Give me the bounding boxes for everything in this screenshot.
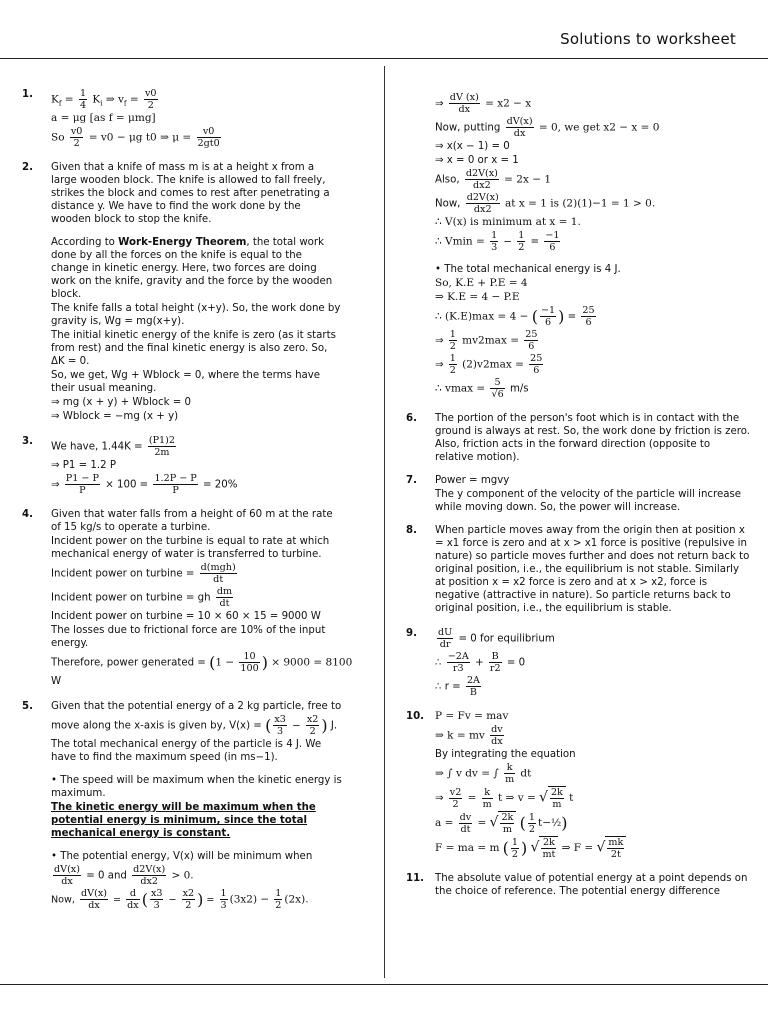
- fraction: $\frac{k}{m}$: [482, 786, 492, 810]
- question-number: 11.: [406, 873, 425, 884]
- fraction: $\frac{-2A}{r3}$: [447, 651, 469, 674]
- footer-divider: [0, 984, 768, 985]
- square-root: √ $\frac{2k}{m}$: [490, 811, 517, 835]
- solution-10: [406, 710, 751, 860]
- fraction: $\frac{1}{2}$: [449, 353, 456, 376]
- solution-10-line-6: a = $\frac{dv}{dt}$ = √ $\frac{2k}{m}$ ( $\frac{1}{2}$ t−½): [435, 811, 568, 835]
- question-number: 2.: [22, 162, 33, 173]
- paragraph: • The potential energy, V(x) will be minimum when: [51, 851, 313, 862]
- paragraph: The losses due to frictional force are 10% of the input energy.: [51, 625, 326, 649]
- fraction: $\frac{1}{2}$: [449, 329, 456, 352]
- fraction: $\frac{B}{r2}$: [489, 651, 501, 674]
- question-number: 7.: [406, 475, 417, 486]
- cont-line: ⇒ x = 0 or x = 1: [435, 155, 519, 166]
- fraction: $\frac{1}{2}$: [275, 888, 282, 911]
- solution-10-line-2: ⇒ k = mv $\frac{dv}{dx}$: [435, 724, 503, 747]
- paragraph: The total mechanical energy of the particle is 4 J. We have to find the maximum speed (in ms−1).: [51, 739, 322, 763]
- fraction: $\frac{dv}{dx}$: [491, 724, 503, 747]
- solution-9-line-1: $\frac{dU}{dr}$ = 0 for equilibrium: [438, 627, 555, 650]
- paragraph: ⇒ Wblock = −mg (x + y): [51, 411, 179, 422]
- solution-4-line-1: Incident power on turbine = d(mgh) dt: [51, 562, 236, 585]
- fraction: $\frac{1}{3}$: [220, 888, 227, 911]
- square-root: √ $\frac{2k}{m}$: [539, 786, 566, 810]
- solution-4-line-4: Therefore, power generated = (1 − $\frac{10}{100}$ ) × 9000 = 8100: [51, 651, 353, 674]
- paragraph: Given that a knife of mass m is at a height x from a large wooden block. The knife is allowed to fall freely, strikes the block and comes to rest after penetrating a distance y. We have to find the work done by the wooden block to stop the knife.: [51, 162, 330, 225]
- cont-line: ∴ (K.E)max = 4 − ( $\frac{-1}{6}$ ) = $\frac{25}{6}$: [435, 305, 595, 328]
- paragraph: When particle moves away from the origin then at position x = x1 force is zero and at x > x1 force is positive (repulsive in nature) so particle moves further and does not return back to original position, i.e., the equilibrium is not stable. Similarly at position x = x2 force is zero and at x > x2, force is negative (attractive in nature). So particle returns back to original position, i.e., the equilibrium is stable.: [435, 525, 750, 614]
- paragraph: The initial kinetic energy of the knife is zero (as it starts from rest) and the final kinetic energy is also zero. So, ΔK = 0.: [51, 330, 336, 367]
- left-column: [22, 88, 353, 921]
- question-number: 3.: [22, 436, 33, 447]
- fraction: $\frac{(P1)2}{2m}$: [148, 435, 175, 458]
- paragraph: The knife falls a total height (x+y). So, the work done by gravity is, Wg = mg(x+y).: [51, 303, 341, 327]
- fraction: $\frac{1}{2}$: [528, 811, 535, 835]
- fraction: $\frac{25}{6}$: [582, 305, 595, 328]
- solution-5-line-3: Now, $\frac{dV(x)}{dx}$ = $\frac{d}{dx}$ ( $\frac{x3}{3}$ − $\frac{x2}{2}$ ) = $\frac{1}{3}$ (3x2) − $\frac{1}{2}$ (2x).: [51, 888, 309, 911]
- fraction: $\frac{x2}{2}$: [306, 714, 319, 737]
- right-column: [406, 92, 751, 908]
- fraction: $\frac{x2}{2}$: [182, 888, 195, 911]
- fraction: $\frac{dV (x)}{dx}$: [449, 92, 479, 115]
- text: K: [92, 93, 101, 106]
- fraction: $\frac{5}{√6}$: [491, 377, 504, 400]
- header-divider: [0, 58, 768, 59]
- column-divider: [384, 66, 385, 978]
- fraction: $\frac{v0}{2gt0}$: [197, 126, 220, 149]
- fraction: $\frac{2A}{B}$: [466, 675, 480, 698]
- paragraph: The portion of the person's foot which is in contact with the ground is always at rest. So, the work done by friction is zero. Also, friction acts in the forward direction (opposite to relative motion).: [435, 413, 750, 463]
- solution-4: [22, 508, 353, 688]
- fraction: $\frac{1}{3}$: [491, 230, 498, 253]
- question-number: 6.: [406, 413, 417, 424]
- solution-10-line-3: By integrating the equation: [435, 749, 576, 760]
- cont-line: ∴ vmax = $\frac{5}{√6}$ m/s: [435, 377, 529, 400]
- cont-line: ⇒ $\frac{1}{2}$ mv2max = $\frac{25}{6}$: [435, 329, 538, 352]
- fraction: $\frac{x3}{3}$: [150, 888, 163, 911]
- cont-line: ⇒ x(x − 1) = 0: [435, 141, 510, 152]
- paragraph: According to Work-Energy Theorem, the total work done by all the forces on the knife is equal to the change in kinetic energy. Here, two forces are doing work on the knife, gravity and the force by the wooden block.: [51, 237, 333, 300]
- fraction: $\frac{10}{100}$: [240, 651, 259, 674]
- text: K: [51, 93, 59, 106]
- solution-5-line-1: move along the x-axis is given by, V(x) = ( $\frac{x3}{3}$ − $\frac{x2}{2}$ ) J.: [51, 714, 338, 737]
- solution-2: [22, 161, 342, 423]
- cont-line: Also, $\frac{d2V(x)}{dx2}$ = 2x − 1: [435, 168, 552, 191]
- fraction: $\frac{x3}{3}$: [274, 714, 286, 737]
- paragraph: • The speed will be maximum when the kinetic energy is maximum.: [51, 775, 342, 799]
- fraction: $\frac{v0}{2}$: [70, 126, 83, 149]
- fraction: $\frac{1}{2}$: [518, 230, 525, 253]
- cont-line: ⇒ $\frac{dV (x)}{dx}$ = x2 − x: [435, 92, 532, 115]
- solution-10-line-4: ⇒ ∫ v dv = ∫ $\frac{k}{m}$ dt: [435, 762, 532, 785]
- paragraph: The absolute value of potential energy at a point depends on the choice of reference. The potential energy difference: [435, 873, 748, 897]
- solution-9: [406, 627, 751, 698]
- cont-line: ∴ V(x) is minimum at x = 1.: [435, 216, 581, 228]
- fraction: $\frac{1}{4}$: [79, 88, 87, 111]
- solution-5-line-2: $\frac{dV(x)}{dx}$ = 0 and $\frac{d2V(x)}{dx2}$ > 0.: [54, 864, 194, 887]
- cont-line: ∴ Vmin = $\frac{1}{3}$ − $\frac{1}{2}$ = $\frac{-1}{6}$: [435, 230, 560, 253]
- page-title: Solutions to worksheet: [560, 30, 736, 48]
- fraction: $\frac{dv}{dt}$: [459, 811, 472, 835]
- question-number: 10.: [406, 711, 425, 722]
- solution-6: [406, 412, 751, 464]
- fraction: $\frac{25}{6}$: [525, 329, 538, 352]
- solution-10-line-5: ⇒ $\frac{v2}{2}$ = $\frac{k}{m}$ t ⇒ v = √ $\frac{2k}{m}$ t: [435, 786, 574, 810]
- text: So: [51, 131, 65, 144]
- fraction: $\frac{d}{dx}$: [127, 888, 139, 911]
- cont-line: So, K.E + P.E = 4: [435, 277, 528, 289]
- solution-1: [22, 88, 342, 149]
- fraction: $\frac{dm}{dt}$: [216, 586, 233, 609]
- fraction: $\frac{P1 - P}{P}$: [65, 473, 99, 496]
- solution-3: [22, 435, 342, 496]
- cont-line: • The total mechanical energy is 4 J.: [435, 264, 621, 275]
- paragraph: Given that the potential energy of a 2 kg particle, free to: [51, 701, 342, 712]
- solution-3-line-1: We have, 1.44K = $\frac{(P1)2}{2m}$: [51, 435, 175, 458]
- fraction: $\frac{dV(x)}{dx}$: [506, 116, 533, 139]
- solution-7: [406, 474, 751, 514]
- fraction: $\frac{d2V(x)}{dx2}$: [466, 192, 499, 215]
- question-number: 1.: [22, 89, 33, 100]
- solution-4-line-2: Incident power on turbine = gh $\frac{dm}{dt}$: [51, 586, 233, 609]
- square-root: √ $\frac{2k}{mt}$: [531, 836, 559, 860]
- fraction: $\frac{1.2P - P}{P}$: [154, 473, 197, 496]
- paragraph: The y component of the velocity of the particle will increase while moving down. So, the power will increase.: [435, 489, 742, 513]
- text: = v0 − μg t0 ⇒ μ =: [88, 131, 192, 144]
- solution-5: [22, 700, 342, 911]
- fraction: $\frac{d2V(x)}{dx2}$: [465, 168, 498, 191]
- fraction: $\frac{1}{2}$: [511, 836, 519, 860]
- emphasis-paragraph: The kinetic energy will be maximum when the potential energy is minimum, since the total mechanical energy is constant.: [51, 802, 316, 839]
- solution-3-line-3: ⇒ $\frac{P1 - P}{P}$ × 100 = $\frac{1.2P - P}{P}$ = 20%: [51, 473, 238, 496]
- solution-1-line-3: [51, 126, 342, 149]
- solution-9-line-2: ∴ $\frac{-2A}{r3}$ + $\frac{B}{r2}$ = 0: [435, 651, 526, 674]
- solution-8: [406, 524, 751, 615]
- cont-line: ⇒ K.E = 4 − P.E: [435, 291, 520, 303]
- paragraph: Given that water falls from a height of 60 m at the rate of 15 kg/s to operate a turbine.: [51, 509, 333, 533]
- question-number: 8.: [406, 525, 417, 536]
- fraction: d(mgh) dt: [200, 562, 236, 585]
- solution-1-line-1: $K_f$ = $\frac{1}{4}$ $K_i$ ⇒ $v_f$ = $\frac{v0}{2}$: [51, 88, 157, 111]
- text: ⇒ v: [105, 93, 124, 106]
- fraction: $\frac{25}{6}$: [530, 353, 543, 376]
- question-number: 4.: [22, 509, 33, 520]
- paragraph: Power = mgvy: [435, 475, 510, 486]
- solution-4-line-3: Incident power on turbine = 10 × 60 × 15 = 9000 W: [51, 611, 321, 622]
- fraction: $\frac{-1}{6}$: [541, 305, 556, 328]
- paragraph: ⇒ mg (x + y) + Wblock = 0: [51, 397, 192, 408]
- cont-line: Now, putting $\frac{dV(x)}{dx}$ = 0, we get x2 − x = 0: [435, 116, 660, 139]
- fraction: $\frac{v2}{2}$: [449, 786, 462, 810]
- solution-10-line-7: F = ma = m ( $\frac{1}{2}$ ) √ $\frac{2k}{mt}$ ⇒ F = √ $\frac{mk}{2t}$: [435, 836, 751, 860]
- solution-1-line-2: a = μg [as f = μmg]: [51, 112, 156, 124]
- cont-line: ⇒ $\frac{1}{2}$ (2)v2max = $\frac{25}{6}$: [435, 353, 543, 376]
- solution-5-continued: [406, 92, 751, 400]
- fraction: $\frac{-1}{6}$: [545, 230, 560, 253]
- paragraph: So, we get, Wg + Wblock = 0, where the terms have their usual meaning.: [51, 370, 321, 394]
- cont-line: Now, $\frac{d2V(x)}{dx2}$ at x = 1 is (2)(1)−1 = 1 > 0.: [435, 192, 656, 215]
- solution-3-line-2: ⇒ P1 = 1.2 P: [51, 460, 116, 471]
- solution-11: [406, 872, 751, 898]
- question-number: 5.: [22, 701, 33, 712]
- fraction: $\frac{d2V(x)}{dx2}$: [133, 864, 166, 887]
- square-root: √ $\frac{mk}{2t}$: [596, 836, 626, 860]
- solution-4-line-5: W: [51, 676, 62, 687]
- fraction: $\frac{dU}{dr}$: [438, 627, 453, 650]
- fraction: $\frac{v0}{2}$: [145, 88, 157, 111]
- fraction: $\frac{dV(x)}{dx}$: [54, 864, 80, 887]
- solution-9-line-3: ∴ r = $\frac{2A}{B}$: [435, 675, 480, 698]
- text: =: [129, 93, 139, 106]
- fraction: $\frac{dV(x)}{dx}$: [81, 888, 107, 911]
- question-number: 9.: [406, 628, 417, 639]
- solution-10-line-1: P = Fv = mav: [435, 710, 509, 722]
- fraction: $\frac{k}{m}$: [505, 762, 515, 785]
- paragraph: Incident power on the turbine is equal to rate at which mechanical energy of water is transferred to turbine.: [51, 536, 330, 560]
